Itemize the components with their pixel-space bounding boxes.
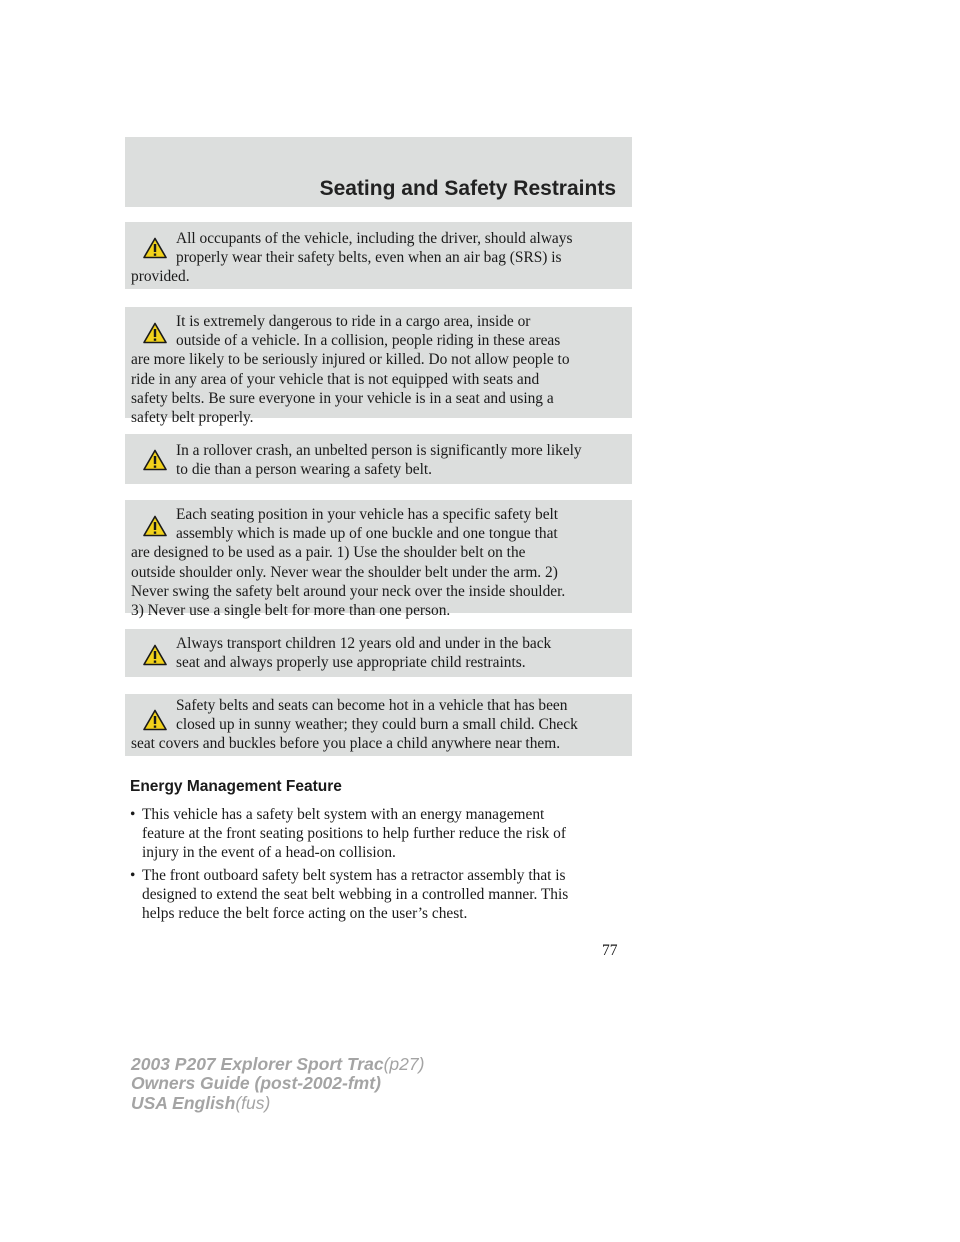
warning-text: Always transport children 12 years old and under in the back seat and always properly use appropriate child restraints. <box>176 635 552 672</box>
warning-box <box>125 500 632 620</box>
section-heading: Energy Management Feature <box>130 778 342 795</box>
header-band <box>125 137 632 207</box>
warning-text: In a rollover crash, an unbelted person is significantly more likely to die than a person wearing a safety belt. <box>176 442 582 479</box>
warning-text: Safety belts and seats can become hot in a vehicle that has been closed up in sunny weather; they could burn a small child. Check seat covers and buckles before you place a child anywhere near them. <box>131 697 578 753</box>
warning-triangle-icon <box>143 644 167 666</box>
warning-triangle-icon <box>143 322 167 344</box>
page-number: 77 <box>602 942 618 959</box>
list-item: • The front outboard safety belt system has a retractor assembly that is designed to extend the seat belt webbing in a controlled manner. This helps reduce the belt force acting on the user’s chest. <box>130 867 569 923</box>
warning-triangle-icon <box>143 515 167 537</box>
warning-box <box>125 307 632 427</box>
warning-box <box>125 694 632 756</box>
warning-triangle-icon <box>143 237 167 259</box>
page-title: Seating and Safety Restraints <box>319 177 616 200</box>
warning-box <box>125 434 632 484</box>
list-item: • This vehicle has a safety belt system with an energy management feature at the front seating positions to help further reduce the risk of injury in the event of a head-on collision. <box>130 806 566 862</box>
bullet-icon: • <box>130 867 136 884</box>
warning-text: Each seating position in your vehicle has a specific safety belt assembly which is made up of one buckle and one tongue that are designed to be used as a pair. 1) Use the shoulder belt on the outside shoulder only. Never wear the shoulder belt under the arm. 2) Never swing the safety belt around your neck over the inside shoulder. 3) Never use a single belt for more than one person. <box>131 506 566 620</box>
warning-text: It is extremely dangerous to ride in a cargo area, inside or outside of a vehicle. In a collision, people riding in these areas are more likely to be seriously injured or killed. Do not allow people to ride in any area of your vehicle that is not equipped with seats and safety belts. Be sure everyone in your vehicle is in a seat and using a safety belt properly. <box>131 313 570 427</box>
warning-text: All occupants of the vehicle, including the driver, should always properly wear their safety belts, even when an air bag (SRS) is provided. <box>131 230 573 286</box>
bullet-icon: • <box>130 806 136 823</box>
warning-triangle-icon <box>143 709 167 731</box>
document-footer: 2003 P207 Explorer Sport Trac(p27) Owners Guide (post-2002-fmt) USA English(fus) <box>131 1054 425 1113</box>
warning-box <box>125 629 632 677</box>
warning-triangle-icon <box>143 449 167 471</box>
warning-box <box>125 222 632 289</box>
